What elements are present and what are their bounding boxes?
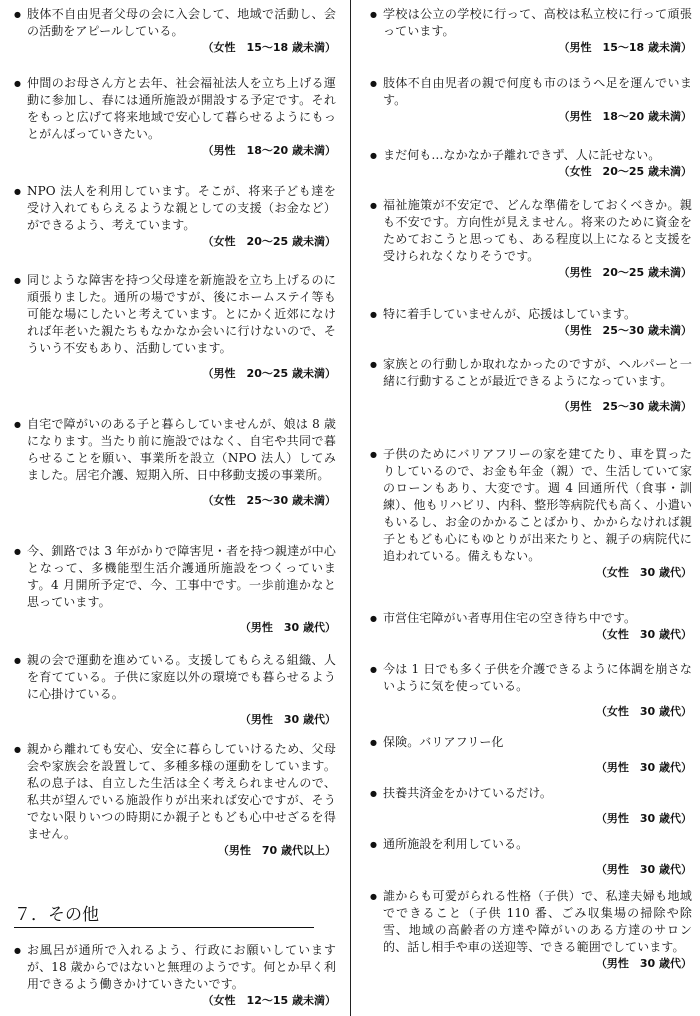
left-entry-7 [14,652,336,728]
entry-text: ● 通所施設を利用している。 [370,836,692,853]
right-entry-5 [370,306,692,339]
column-divider [350,0,351,1016]
respondent-attribute: （女性 20～25 歳未満） [558,165,692,178]
entry-text: ● 子供のためにバリアフリーの家を建てたり、車を買ったりしているので、お金も年金（親）で、生活していて家のローンもあり、大変です。週 4 回通所代（食事・訓練）、他もリハビリ、内科、整形等病院代も高く、小遣いもいるし、お金のかかることばかり、かからなければ親子ともども心にもゆとりが出来たりと、親子の病院代に追われている。備えもない。 [370,446,692,565]
entry-text: ● 特に着手していませんが、応援はしています。 [370,306,692,323]
section-title: ７．その他 [14,903,314,928]
entry-text: ● まだ何も…なかなか子離れできず、人に託せない。 [370,147,692,164]
left-entry-1 [14,6,336,56]
left-entry-2 [14,75,336,159]
right-entry-7 [370,446,692,581]
respondent-attribute: （女性 12～15 歳未満） [202,994,336,1007]
right-entry-12 [370,836,692,878]
right-entry-2 [370,75,692,125]
respondent-attribute: （男性 18～20 歳未満） [202,144,336,157]
entry-text: ● 仲間のお母さん方と去年、社会福祉法人を立ち上げる運動に参加し、春には通所施設が開設する予定です。それをもっと広げて将来地域で安心して暮らせるようにもっとがんばっていきたい。 [14,75,336,143]
respondent-attribute: （男性 25～30 歳未満） [558,324,692,337]
entry-text: ● 学校は公立の学校に行って、高校は私立校に行って頑張っています。 [370,6,692,40]
respondent-attribute: （女性 15～18 歳未満） [202,41,336,54]
respondent-attribute: （男性 18～20 歳未満） [558,110,692,123]
respondent-attribute: （女性 30 歳代） [595,628,692,641]
respondent-attribute: （男性 30 歳代） [239,713,336,726]
left-entry-5 [14,416,336,509]
section-entry [14,942,336,1009]
respondent-attribute: （女性 20～25 歳未満） [202,235,336,248]
right-entry-9 [370,661,692,720]
respondent-attribute: （男性 15～18 歳未満） [558,41,692,54]
right-entry-13 [370,888,692,972]
entry-text: ● 親から離れても安心、安全に暮らしていけるため、父母会や家族会を設置して、多種多様の運動をしています。私の息子は、自立した生活は全く考えられませんので、私共が望んでいる施設作りが出来れば安心ですが、そうでない限りいつの時期にか親子ともども心中せざるを得ません。 [14,741,336,843]
respondent-attribute: （男性 20～25 歳未満） [558,266,692,279]
left-entry-8 [14,741,336,859]
entry-text: ● 扶養共済金をかけているだけ。 [370,785,692,802]
right-entry-3 [370,147,692,180]
right-entry-4 [370,197,692,281]
respondent-attribute: （男性 70 歳代以上） [217,844,336,857]
entry-text: ● NPO 法人を利用しています。そこが、将来子ども達を受け入れてもらえるような親としての支援（お金など）ができるよう、考えています。 [14,183,336,234]
entry-text: ● 保険。バリアフリー化 [370,734,692,751]
entry-text: ● 同じような障害を持つ父母達を新施設を立ち上げるのに頑張りました。通所の場ですが、後にホームステイ等も可能な場にしたいと考えています。とにかく近郊になければ年老いた親たちもなかなか会いに行けないので、そういう不安もあり、活動しています。 [14,272,336,357]
entry-text: ● 誰からも可愛がられる性格（子供）で、私達夫婦も地域でできること（子供 110 番、ごみ収集場の掃除や除雪、地域の高齢者の方達や障がいのある方達のサロン的、話し相手や車の送迎等、できる範囲でしています。 [370,888,692,956]
respondent-attribute: （女性 30 歳代） [595,566,692,579]
respondent-attribute: （男性 20～25 歳未満） [202,367,336,380]
left-entry-4 [14,272,336,382]
entry-text: ● 福祉施策が不安定で、どんな準備をしておくべきか。親も不安です。方向性が見えません。将来のために資金をためておこうと思っても、ある程度以上になると支援を受けられなくなりそうです。 [370,197,692,265]
respondent-attribute: （男性 30 歳代） [595,957,692,970]
respondent-attribute: （男性 30 歳代） [239,621,336,634]
entry-text: ● 肢体不自由児者の親で何度も市のほうへ足を運んでいます。 [370,75,692,109]
respondent-attribute: （女性 30 歳代） [595,705,692,718]
entry-text: ● 親の会で運動を進めている。支援してもらえる組織、人を育てている。子供に家庭以外の環境でも暮らせるように心掛けている。 [14,652,336,703]
right-entry-10 [370,734,692,776]
entry-text: ● お風呂が通所で入れるよう、行政にお願いしていますが、18 歳からではないと無理のようです。何とか早く利用できるよう働きかけていきたいです。 [14,942,336,993]
respondent-attribute: （女性 25～30 歳未満） [202,494,336,507]
respondent-attribute: （男性 30 歳代） [595,761,692,774]
entry-text: ● 家族との行動しか取れなかったのですが、ヘルパーと一緒に行動することが最近できるようになっています。 [370,356,692,390]
entry-text: ● 自宅で障がいのある子と暮らしていませんが、娘は 8 歳になります。当たり前に施設ではなく、自宅や共同で暮らせることを願い、事業所を設立（NPO 法人）してみました。居宅介護、短期入所、日中移動支援の事業所。 [14,416,336,484]
respondent-attribute: （男性 30 歳代） [595,812,692,825]
respondent-attribute: （男性 30 歳代） [595,863,692,876]
right-entry-6 [370,356,692,415]
entry-text: ● 市営住宅障がい者専用住宅の空き待ち中です。 [370,610,692,627]
entry-text: ● 肢体不自由児者父母の会に入会して、地域で活動し、会の活動をアピールしている。 [14,6,336,40]
entry-text: ● 今は 1 日でも多く子供を介護できるように体調を崩さないように気を使っている。 [370,661,692,695]
right-entry-11 [370,785,692,827]
entry-text: ● 今、釧路では 3 年がかりで障害児・者を持つ親達が中心となって、多機能型生活介護通所施設をつくっています。4 月開所予定で、今、工事中です。一歩前進かなと思っています。 [14,543,336,611]
left-entry-3 [14,183,336,250]
right-entry-1 [370,6,692,56]
respondent-attribute: （男性 25～30 歳未満） [558,400,692,413]
right-entry-8 [370,610,692,643]
left-entry-6 [14,543,336,636]
